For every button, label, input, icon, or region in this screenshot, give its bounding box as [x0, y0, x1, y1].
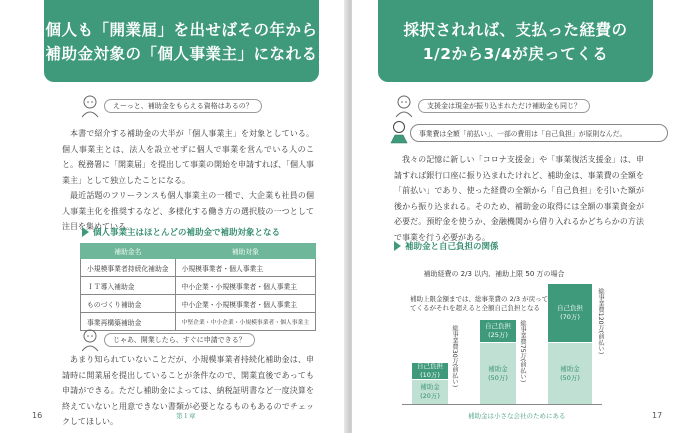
- question-bubble: じゃあ、開業したら、すぐに申請できる？: [104, 333, 255, 347]
- right-title-line1: 採択されれば、支払った経費の: [403, 21, 628, 39]
- segment-label: 補助金: [488, 364, 508, 373]
- table-header: 補助金名: [81, 244, 176, 259]
- table-header: 補助対象: [175, 244, 316, 259]
- left-question-1: [80, 94, 262, 118]
- table-row: [81, 277, 316, 295]
- table-cell: 中堅企業・中小企業・小規模事業者・個人事業主: [175, 313, 316, 331]
- segment-value: (25万): [488, 331, 508, 339]
- person-avatar-icon: [80, 328, 100, 352]
- person-avatar-icon: [394, 94, 414, 118]
- segment-value: (50万): [488, 373, 508, 382]
- table-cell: ものづくり補助金: [81, 295, 176, 313]
- answer-bubble: 事業費は全額「前払い」、一部の費用は「自己負担」が原則なんだ。: [410, 124, 668, 142]
- paragraph: 最近話題のフリーランスも個人事業主の一種で、大企業も社員の個人事業主化を推奨するなど、多様化する働き方の選択肢の一つとして注目を集めている。: [62, 191, 314, 231]
- table-row: [81, 295, 316, 313]
- table-header-row: [81, 244, 316, 259]
- table-cell: 小規模事業者持続化補助金: [81, 259, 176, 277]
- chart-note-line1: 補助上限金額までは、総事業費の 2/3 が戻って: [410, 295, 549, 303]
- heading-text: 補助金と自己負担の関係: [405, 242, 499, 252]
- segment-value: (50万): [560, 373, 580, 382]
- right-title-banner: [378, 0, 653, 82]
- table-cell: ＩＴ導入補助金: [81, 277, 176, 295]
- bar-1-subsidy: [412, 380, 448, 404]
- paragraph: 我々の記憶に新しい「コロナ支援金」や「事業復活支援金」は、申請すれば銀行口座に振り込まれたけれど、補助金は、事業費の全額を「前払い」であり、使った経費の全額から「自己負担」を引いた額が後から振り込まれる。そのため、補助金の取得には全額の事業資金が必要だ。預貯金を使うか、金融機関から借り入れるかどちらかの方法で事業を行う必要がある。: [394, 155, 644, 242]
- question-bubble: えーっと、補助金をもらえる資格はあるの？: [104, 99, 262, 113]
- bar-2-subsidy: [480, 343, 516, 404]
- page-number: 17: [652, 411, 663, 420]
- chapter-footer: 第１章: [176, 412, 196, 420]
- paragraph: あまり知られていないことだが、小規模事業者持続化補助金は、申請時に開業届を提出していることが条件なので、開業直後であっても申請ができる。ただし補助金によっては、納税証明書など一度決算を終えていないと用意できない書類が必要となるものもあるのでチェックしてほしい。: [62, 355, 314, 426]
- bar-3-total-label: 総事業費120万(前払い): [597, 288, 604, 355]
- triangle-bullet-icon: [82, 227, 89, 237]
- left-title-line2: 補助金対象の「個人事業主」になれる: [45, 45, 318, 63]
- segment-value: (70万): [560, 313, 580, 321]
- triangle-bullet-icon: [394, 241, 401, 251]
- chart-title: 補助経費の 2/3 以内、補助上限 50 万の場合: [423, 270, 565, 278]
- right-paragraph: [394, 152, 644, 245]
- segment-label: 補助金: [420, 383, 440, 391]
- page-number: 16: [32, 411, 43, 420]
- table-cell: 小規模事業者・個人事業主: [175, 259, 316, 277]
- right-question: [394, 94, 590, 118]
- left-title-line1: 個人も「開業届」を出せばその年から: [45, 21, 318, 39]
- table-cell: 中小企業・小規模事業者・個人事業主: [175, 277, 316, 295]
- question-bubble: 支援金は現金が振り込まれただけ補助金も同じ？: [418, 99, 590, 113]
- right-page: [352, 0, 700, 433]
- segment-value: (10万): [420, 371, 440, 379]
- bar-3-own-share: [548, 284, 592, 342]
- segment-label: 補助金: [560, 364, 580, 373]
- paragraph: 本書で紹介する補助金の大半が「個人事業主」を対象としている。個人事業主とは、法人を設立せずに個人で事業を営んでいる人のこと。税務署に「開業届」を提出して事業の開始を申請すれば、「個人事業主」として独立したことになる。: [62, 129, 314, 185]
- left-title-banner: [44, 0, 319, 82]
- bar-1-own-share: [412, 363, 448, 379]
- chart-baseline: [402, 404, 602, 405]
- bar-2-own-share: [480, 320, 516, 342]
- person-avatar-icon: [80, 94, 100, 118]
- left-page: [0, 0, 348, 433]
- bar-3-subsidy: [548, 343, 592, 404]
- left-question-2: [80, 328, 255, 352]
- bar-2-total-label: 総事業費75万(前払い): [519, 320, 526, 383]
- bar-1-total-label: 総事業費30万(前払い): [451, 325, 458, 388]
- heading-text: 個人事業主はほとんどの補助金で補助対象となる: [93, 228, 281, 238]
- left-section-heading: [82, 226, 280, 238]
- chart-note-line2: てくるがそれを超えると全額自己負担となる: [410, 304, 540, 312]
- segment-value: (20万): [420, 392, 440, 400]
- table-cell: 事業再構築補助金: [81, 313, 176, 331]
- table-row: [81, 259, 316, 277]
- table-cell: 中小企業・小規模事業者・個人事業主: [175, 295, 316, 313]
- left-paragraph-1: [62, 126, 314, 235]
- advisor-avatar-icon: [390, 120, 408, 144]
- right-section-heading: [394, 240, 499, 252]
- segment-label: 自己負担: [485, 322, 511, 330]
- right-title-line2: 1/2から3/4が戻ってくる: [422, 45, 609, 63]
- segment-label: 自己負担: [417, 362, 443, 370]
- book-footer: 補助金は小さな会社のためにある: [468, 412, 566, 420]
- segment-label: 自己負担: [557, 304, 583, 312]
- subsidy-table: [80, 243, 316, 331]
